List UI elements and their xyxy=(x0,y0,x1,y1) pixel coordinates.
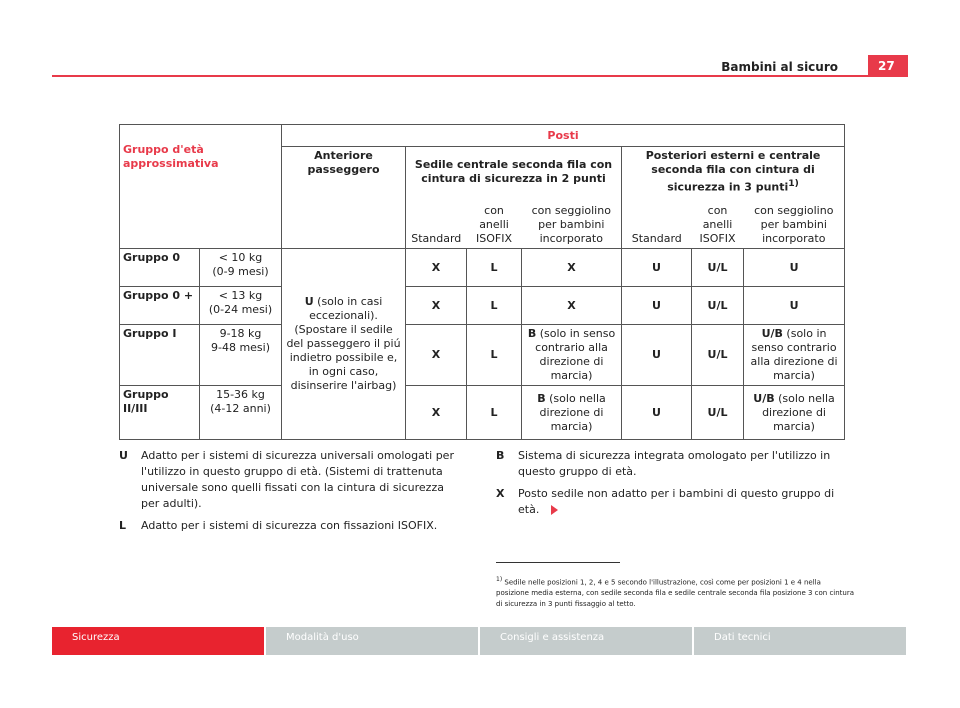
page-number: 27 xyxy=(868,55,908,77)
legend-text: Sistema di sicurezza integrata omologato per l'utilizzo in questo gruppo di età. xyxy=(518,449,831,478)
legend-key: X xyxy=(496,487,505,500)
cell: L xyxy=(467,287,522,325)
age: (4-12 anni) xyxy=(210,402,271,416)
sub-isofix: con anelli ISOFIX xyxy=(692,197,744,249)
col-posteriori-label: Posteriori esterni e centrale seconda fila con cintura di sicurezza in 3 punti xyxy=(645,149,821,194)
code: U/B xyxy=(753,391,775,405)
code-text: (solo in casi eccezionali). (Spostare il sedile del passeggero il piú indietro possibile e, in ogni caso, disinserire l'airbag) xyxy=(286,295,401,393)
posti-header: Posti xyxy=(282,125,845,147)
cell: X xyxy=(406,325,467,386)
legend-right xyxy=(496,448,856,524)
table-row xyxy=(120,249,845,287)
footnote-rule xyxy=(496,562,620,563)
section-title: Bambini al sicuro xyxy=(721,60,838,74)
col-seconda-fila: Sedile centrale seconda fila con cintura di sicurezza in 2 punti xyxy=(406,147,622,197)
cell: U xyxy=(622,386,692,440)
bottom-nav xyxy=(52,627,908,655)
anteriore-cell xyxy=(282,249,406,440)
group-range xyxy=(200,325,282,386)
code: U xyxy=(789,260,799,274)
tab-consigli-assistenza[interactable] xyxy=(480,627,692,655)
cell: U/L xyxy=(692,249,744,287)
weight: < 10 kg xyxy=(218,251,263,265)
cell xyxy=(522,249,622,287)
cell: L xyxy=(467,386,522,440)
cell xyxy=(522,325,622,386)
legend-text-value: Posto sedile non adatto per i bambini di questo gruppo di età. xyxy=(518,487,835,516)
group-label: Gruppo 0 + xyxy=(120,287,200,325)
legend-item-x xyxy=(496,486,856,518)
sub-standard: Standard xyxy=(406,197,467,249)
weight: 9-18 kg xyxy=(219,327,262,341)
table-row xyxy=(120,325,845,386)
child-seat-table xyxy=(119,124,845,440)
col-anteriore: Anteriore passeggero xyxy=(282,147,406,249)
code: B xyxy=(537,391,546,405)
code-text: (solo in senso contrario alla direzione di marcia) xyxy=(750,327,838,383)
tab-sicurezza[interactable] xyxy=(52,627,264,655)
code-text: (solo nella direzione di marcia) xyxy=(539,391,606,433)
cell xyxy=(744,249,845,287)
footnote-text: Sedile nelle posizioni 1, 2, 4 e 5 secondo l'illustrazione, così come per posizioni 1 e 4 nella posizione media esterna, con sedile seconda fila e sedile centrale seconda fila posizione 3 con cintura di sicurezza in 3 punti fissaggio al tetto. xyxy=(496,578,855,609)
group-label: Gruppo 0 xyxy=(120,249,200,287)
group-label: Gruppo II/III xyxy=(120,386,200,440)
cell xyxy=(744,287,845,325)
legend-text xyxy=(518,486,856,518)
cell: L xyxy=(467,249,522,287)
tab-label: Consigli e assistenza xyxy=(500,632,605,643)
cell xyxy=(744,325,845,386)
tab-modalita-uso[interactable] xyxy=(266,627,478,655)
legend-left xyxy=(119,448,459,540)
code-text: (solo in senso contrario alla direzione di marcia) xyxy=(535,327,616,383)
sub-isofix: con anelli ISOFIX xyxy=(467,197,522,249)
cell: X xyxy=(406,287,467,325)
group-range xyxy=(200,249,282,287)
cell: U/L xyxy=(692,287,744,325)
cell: L xyxy=(467,325,522,386)
cell: U xyxy=(622,249,692,287)
tab-dati-tecnici[interactable] xyxy=(694,627,906,655)
cell xyxy=(522,287,622,325)
code: U xyxy=(789,298,799,312)
footnote-ref: 1) xyxy=(788,178,799,189)
col-posteriori xyxy=(622,147,845,197)
legend-key: U xyxy=(119,449,128,462)
age: 9-48 mesi) xyxy=(210,341,271,355)
group-range xyxy=(200,287,282,325)
cell: U/L xyxy=(692,325,744,386)
footnote-marker: 1) xyxy=(496,576,503,583)
tab-label: Sicurezza xyxy=(72,632,120,643)
legend-item-b xyxy=(496,448,856,480)
table-row xyxy=(120,386,845,440)
cell xyxy=(744,386,845,440)
legend-item-l xyxy=(119,518,459,534)
code: X xyxy=(567,298,576,312)
code: B xyxy=(527,327,537,341)
age: (0-9 mesi) xyxy=(212,265,269,279)
group-range xyxy=(200,386,282,440)
sub-standard: Standard xyxy=(622,197,692,249)
cell xyxy=(522,386,622,440)
weight: < 13 kg xyxy=(218,289,263,303)
cell: X xyxy=(406,386,467,440)
legend-item-u xyxy=(119,448,459,512)
tab-label: Modalità d'uso xyxy=(286,632,359,643)
cell: U/L xyxy=(692,386,744,440)
continue-arrow-icon xyxy=(551,505,558,515)
header-rule xyxy=(52,75,908,77)
table-row xyxy=(120,287,845,325)
age: (0-24 mesi) xyxy=(208,303,273,317)
footnote xyxy=(496,574,856,610)
cell: U xyxy=(622,325,692,386)
sub-incorporato: con seggiolino per bambini incorporato xyxy=(744,197,845,249)
group-label: Gruppo I xyxy=(120,325,200,386)
weight: 15-36 kg xyxy=(216,388,265,402)
code-text: (solo nella direzione di marcia) xyxy=(762,391,835,433)
legend-key: L xyxy=(119,519,127,532)
legend-key: B xyxy=(496,449,505,462)
legend-text: Adatto per i sistemi di sicurezza con fissazioni ISOFIX. xyxy=(141,519,438,532)
code: X xyxy=(567,260,576,274)
cell: U xyxy=(622,287,692,325)
code: U/B xyxy=(761,327,783,341)
code: U xyxy=(304,295,314,309)
tab-label: Dati tecnici xyxy=(714,632,771,643)
corner-header: Gruppo d'età approssimativa xyxy=(120,125,282,249)
sub-incorporato: con seggiolino per bambini incorporato xyxy=(522,197,622,249)
cell: X xyxy=(406,249,467,287)
legend-text: Adatto per i sistemi di sicurezza universali omologati per l'utilizzo in questo gruppo di età. (Sistemi di trattenuta universale sono quelli fissati con la cintura di sicurezza per adulti). xyxy=(141,449,454,510)
